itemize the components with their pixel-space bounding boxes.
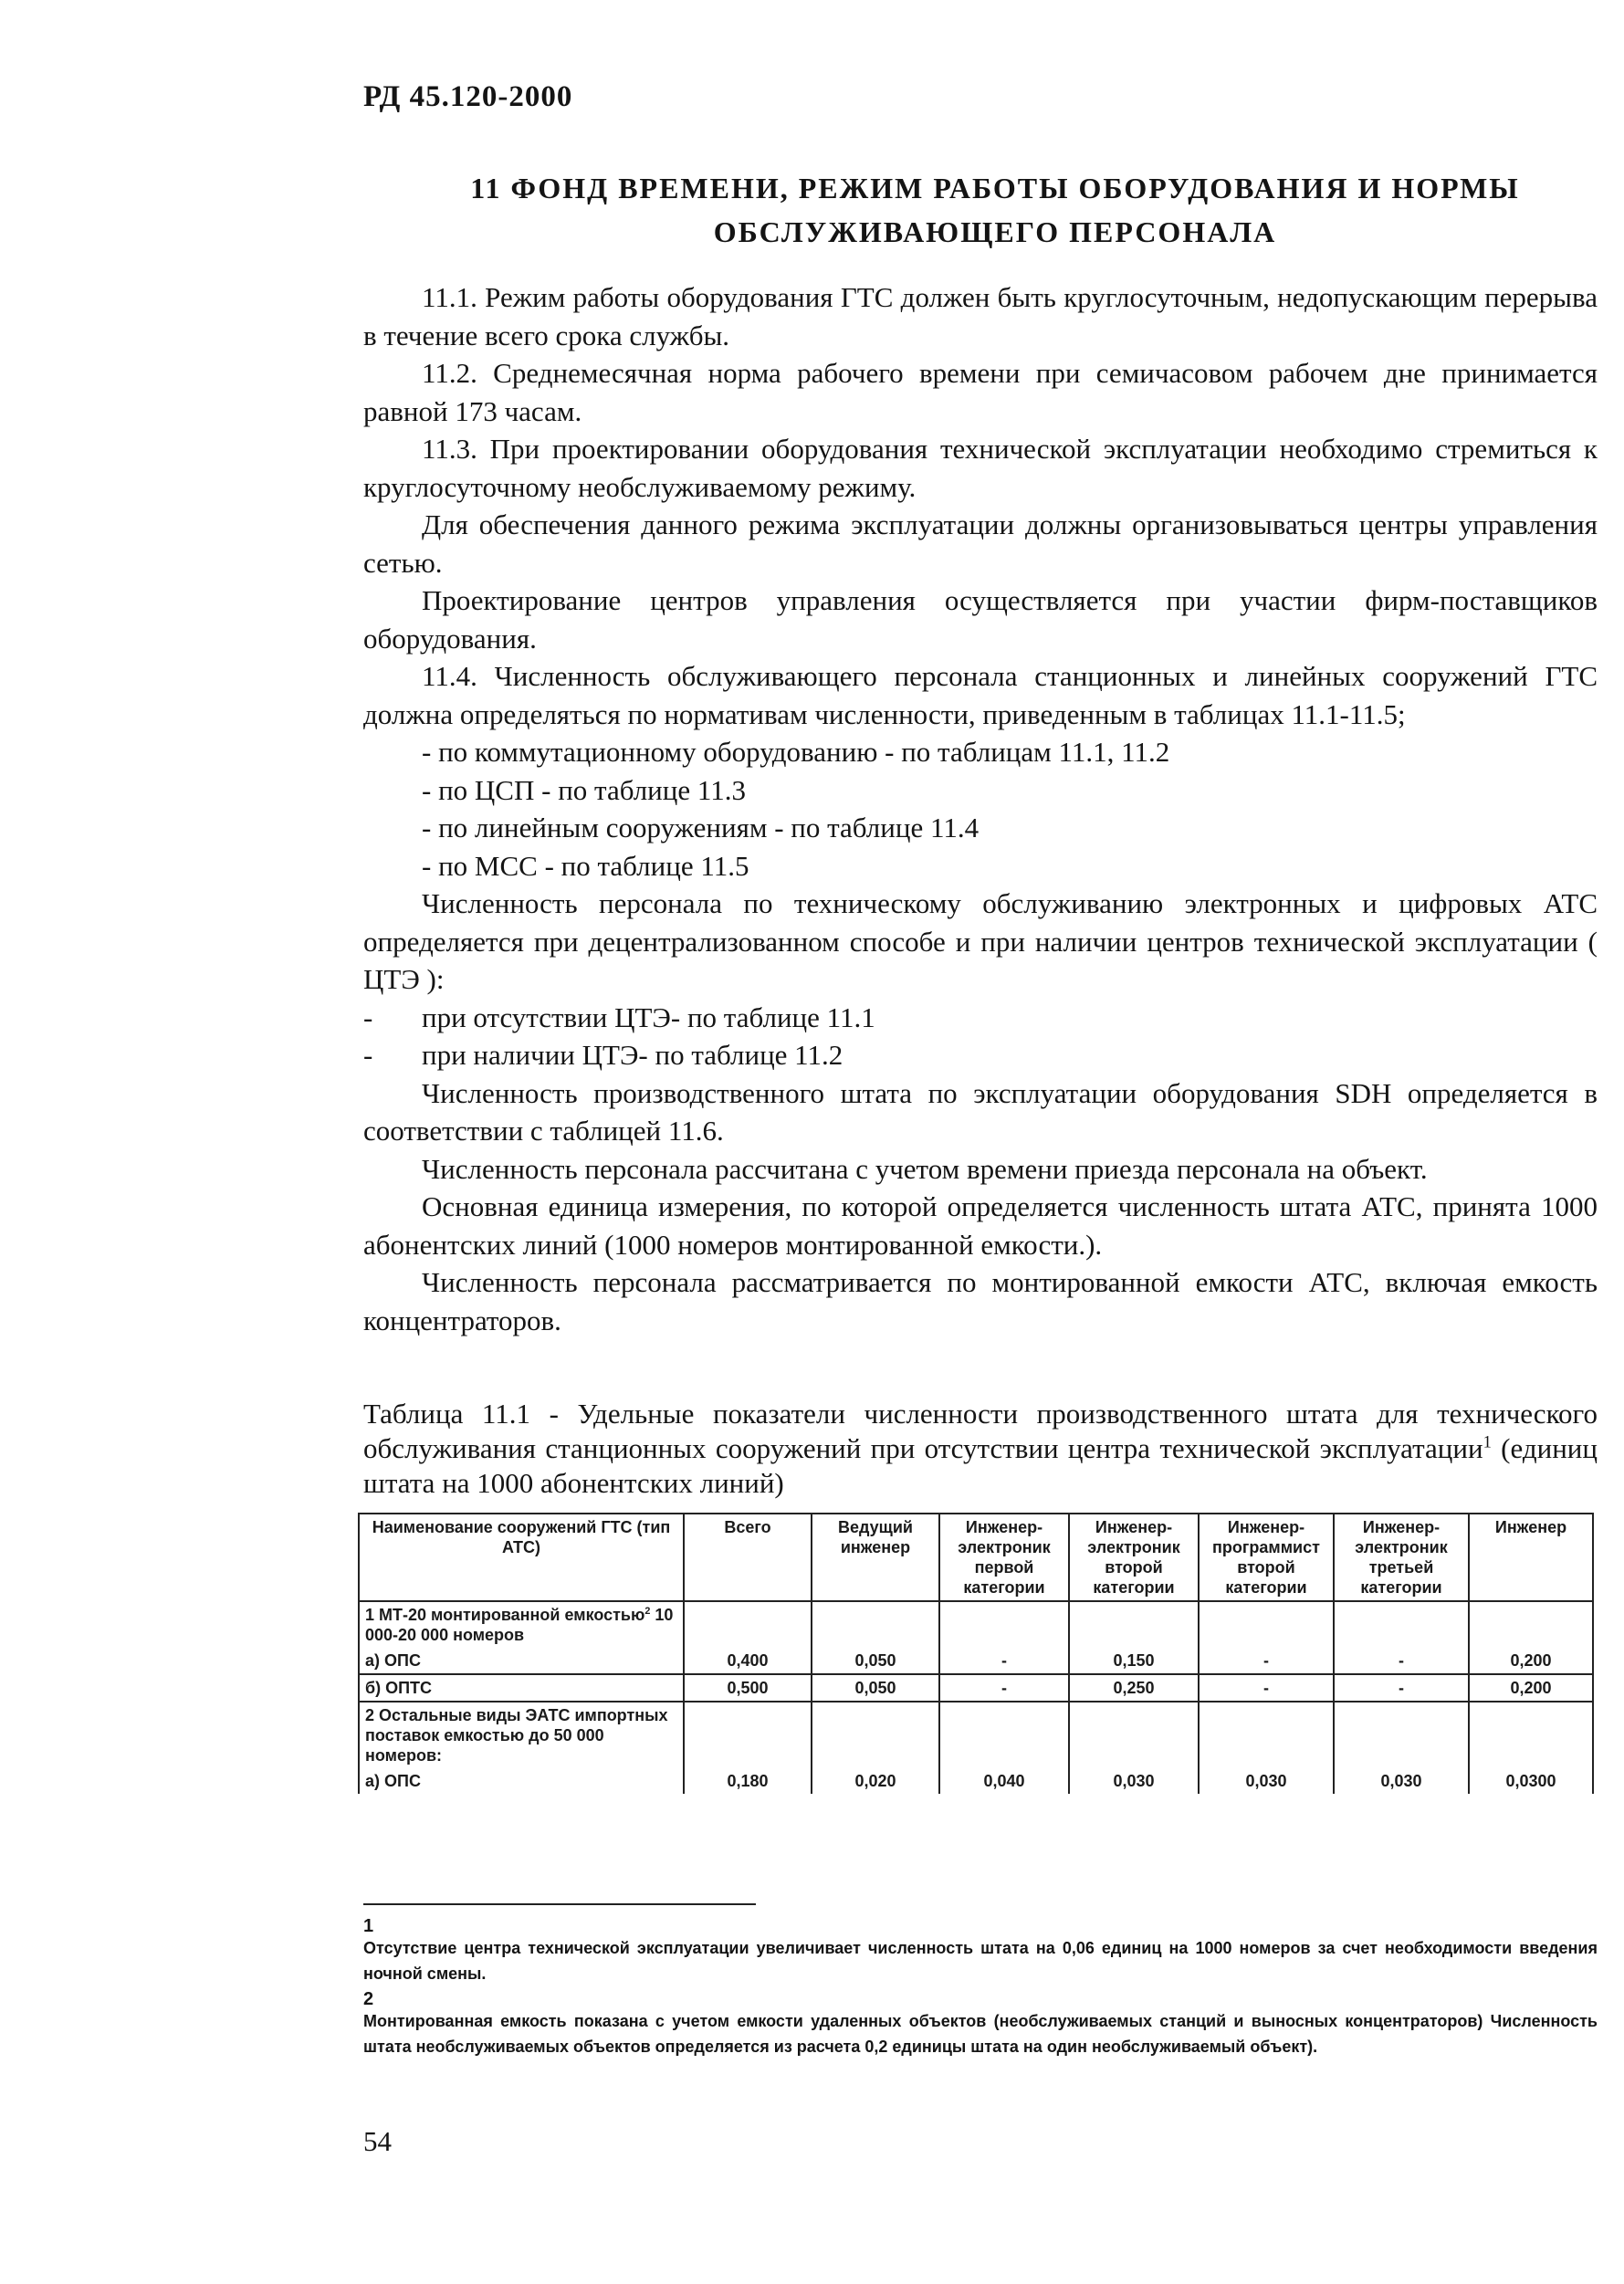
table-caption: Таблица 11.1 - Удельные показатели численности производственного штата для технического обслуживания станционных сооружений при отсутствии центра технической эксплуатации$^1$ (единиц штата на 1000 абонентских линий) (363, 1398, 1598, 1499)
list-item-linear: - по линейным сооружениям - по таблице 11.4 (422, 812, 980, 843)
section-title-line-2: ОБСЛУЖИВАЮЩЕГО ПЕРСОНАЛА (713, 215, 1277, 248)
list-item-tsp: - по ЦСП - по таблице 11.3 (422, 773, 746, 806)
col-header-electronics-engineer-3: Инженер-электроник третьей категории (1334, 1514, 1469, 1601)
section-body (363, 278, 1598, 1339)
group-1-title: 1 МТ-20 монтированной емкостью$^2$ 10 000-20 000 номеров (359, 1601, 684, 1648)
footnote-separator (363, 1903, 756, 1905)
paragraph-unit-of-measure: Основная единица измерения, по которой определяется численность штата АТС, принята 1000 абонентских линий (1000 номеров монтированной емкости.). (363, 1190, 1598, 1261)
footnote-ref-1: 1 (1483, 1432, 1492, 1452)
col-header-electronics-engineer-1: Инженер-электроник первой категории (939, 1514, 1069, 1601)
footnote-2-text: Монтированная емкость показана с учетом емкости удаленных объектов (необслуживаемых станций и выносных концентраторов) Численность штата необслуживаемых объектов определяется из расчета 0,2 единицы штата на один необслуживаемый объект). (363, 2012, 1598, 2056)
footnote-1-text: Отсутствие центра технической эксплуатации увеличивает численность штата на 0,06 единиц на 1000 номеров за счет необходимости введения ночной смены. (363, 1939, 1598, 1983)
paragraph-sdh-staff: Численность производственного штата по эксплуатации оборудования SDH определяется в соответствии с таблицей 11.6. (363, 1076, 1598, 1147)
table-row: а) ОПС 0,400 0,050 - 0,150 - - 0,200 (359, 1648, 1593, 1674)
table-header-row (359, 1514, 1593, 1601)
list-item-mss: - по МСС - по таблице 11.5 (422, 849, 749, 882)
paragraph-11-1: 11.1. Режим работы оборудования ГТС должен быть круглосуточным, недопускающим перерыва в течение всего срока службы. (363, 281, 1598, 351)
col-header-engineer: Инженер (1469, 1514, 1593, 1601)
col-header-programmer-2: Инженер-программист второй категории (1199, 1514, 1334, 1601)
table-row-group-2-title (359, 1702, 1593, 1768)
footnote-2 (363, 1990, 1598, 2059)
footnote-2-mark: 2 (363, 1989, 374, 2009)
table-row: б) ОПТС 0,500 0,050 - 0,250 - - 0,200 (359, 1674, 1593, 1702)
list-item-switching: - по коммутационному оборудованию - по таблицам 11.1, 11.2 (422, 736, 1170, 768)
footnote-1 (363, 1917, 1598, 1986)
paragraph-design-centers: Проектирование центров управления осуществляется при участии фирм-поставщиков оборудования. (363, 584, 1598, 655)
footnote-1-mark: 1 (363, 1916, 374, 1936)
document-code-header: РД 45.120-2000 (363, 80, 573, 113)
paragraph-control-centers: Для обеспечения данного режима эксплуатации должны организовываться центры управления сетью. (363, 508, 1598, 579)
table-row: а) ОПС 0,180 0,020 0,040 0,030 0,030 0,030 0,0300 (359, 1768, 1593, 1794)
col-header-total: Всего (684, 1514, 812, 1601)
paragraph-11-4: 11.4. Численность обслуживающего персонала станционных и линейных сооружений ГТС должна определяться по нормативам численности, приведенным в таблицах 11.1-11.5; (363, 660, 1598, 730)
section-title (356, 166, 1624, 254)
table-row-group-1-title (359, 1601, 1593, 1648)
paragraph-11-3: 11.3. При проектировании оборудования технической эксплуатации необходимо стремиться к круглосуточному необслуживаемому режиму. (363, 433, 1598, 503)
paragraph-mounted-capacity: Численность персонала рассматривается по монтированной емкости АТС, включая емкость концентраторов. (363, 1266, 1598, 1336)
bullet-without-cte: - при отсутствии ЦТЭ- по таблице 11.1 (363, 1001, 875, 1033)
paragraph-travel-time: Численность персонала рассчитана с учетом времени приезда персонала на объект. (422, 1152, 1428, 1185)
paragraph-11-2: 11.2. Среднемесячная норма рабочего времени при семичасовом рабочем дне принимается равной 173 часам. (363, 357, 1598, 427)
col-header-facility: Наименование сооружений ГТС (тип АТС) (359, 1514, 684, 1601)
col-header-electronics-engineer-2: Инженер-электроник второй категории (1069, 1514, 1199, 1601)
section-title-line-1: 11 ФОНД ВРЕМЕНИ, РЕЖИМ РАБОТЫ ОБОРУДОВАНИЯ И НОРМЫ (470, 172, 1520, 204)
col-header-lead-engineer: Ведущий инженер (812, 1514, 939, 1601)
staff-norms-table (358, 1513, 1594, 1794)
group-2-title: 2 Остальные виды ЭАТС импортных поставок емкостью до 50 000 номеров: (359, 1702, 684, 1768)
footnote-ref-2: 2 (644, 1606, 651, 1617)
page-number: 54 (363, 2125, 392, 2157)
bullet-with-cte: - при наличии ЦТЭ- по таблице 11.2 (363, 1039, 843, 1071)
paragraph-staff-electronic-ats: Численность персонала по техническому обслуживанию электронных и цифровых АТС определяется при децентрализованном способе и при наличии центров технической эксплуатации ( ЦТЭ ): (363, 887, 1598, 995)
